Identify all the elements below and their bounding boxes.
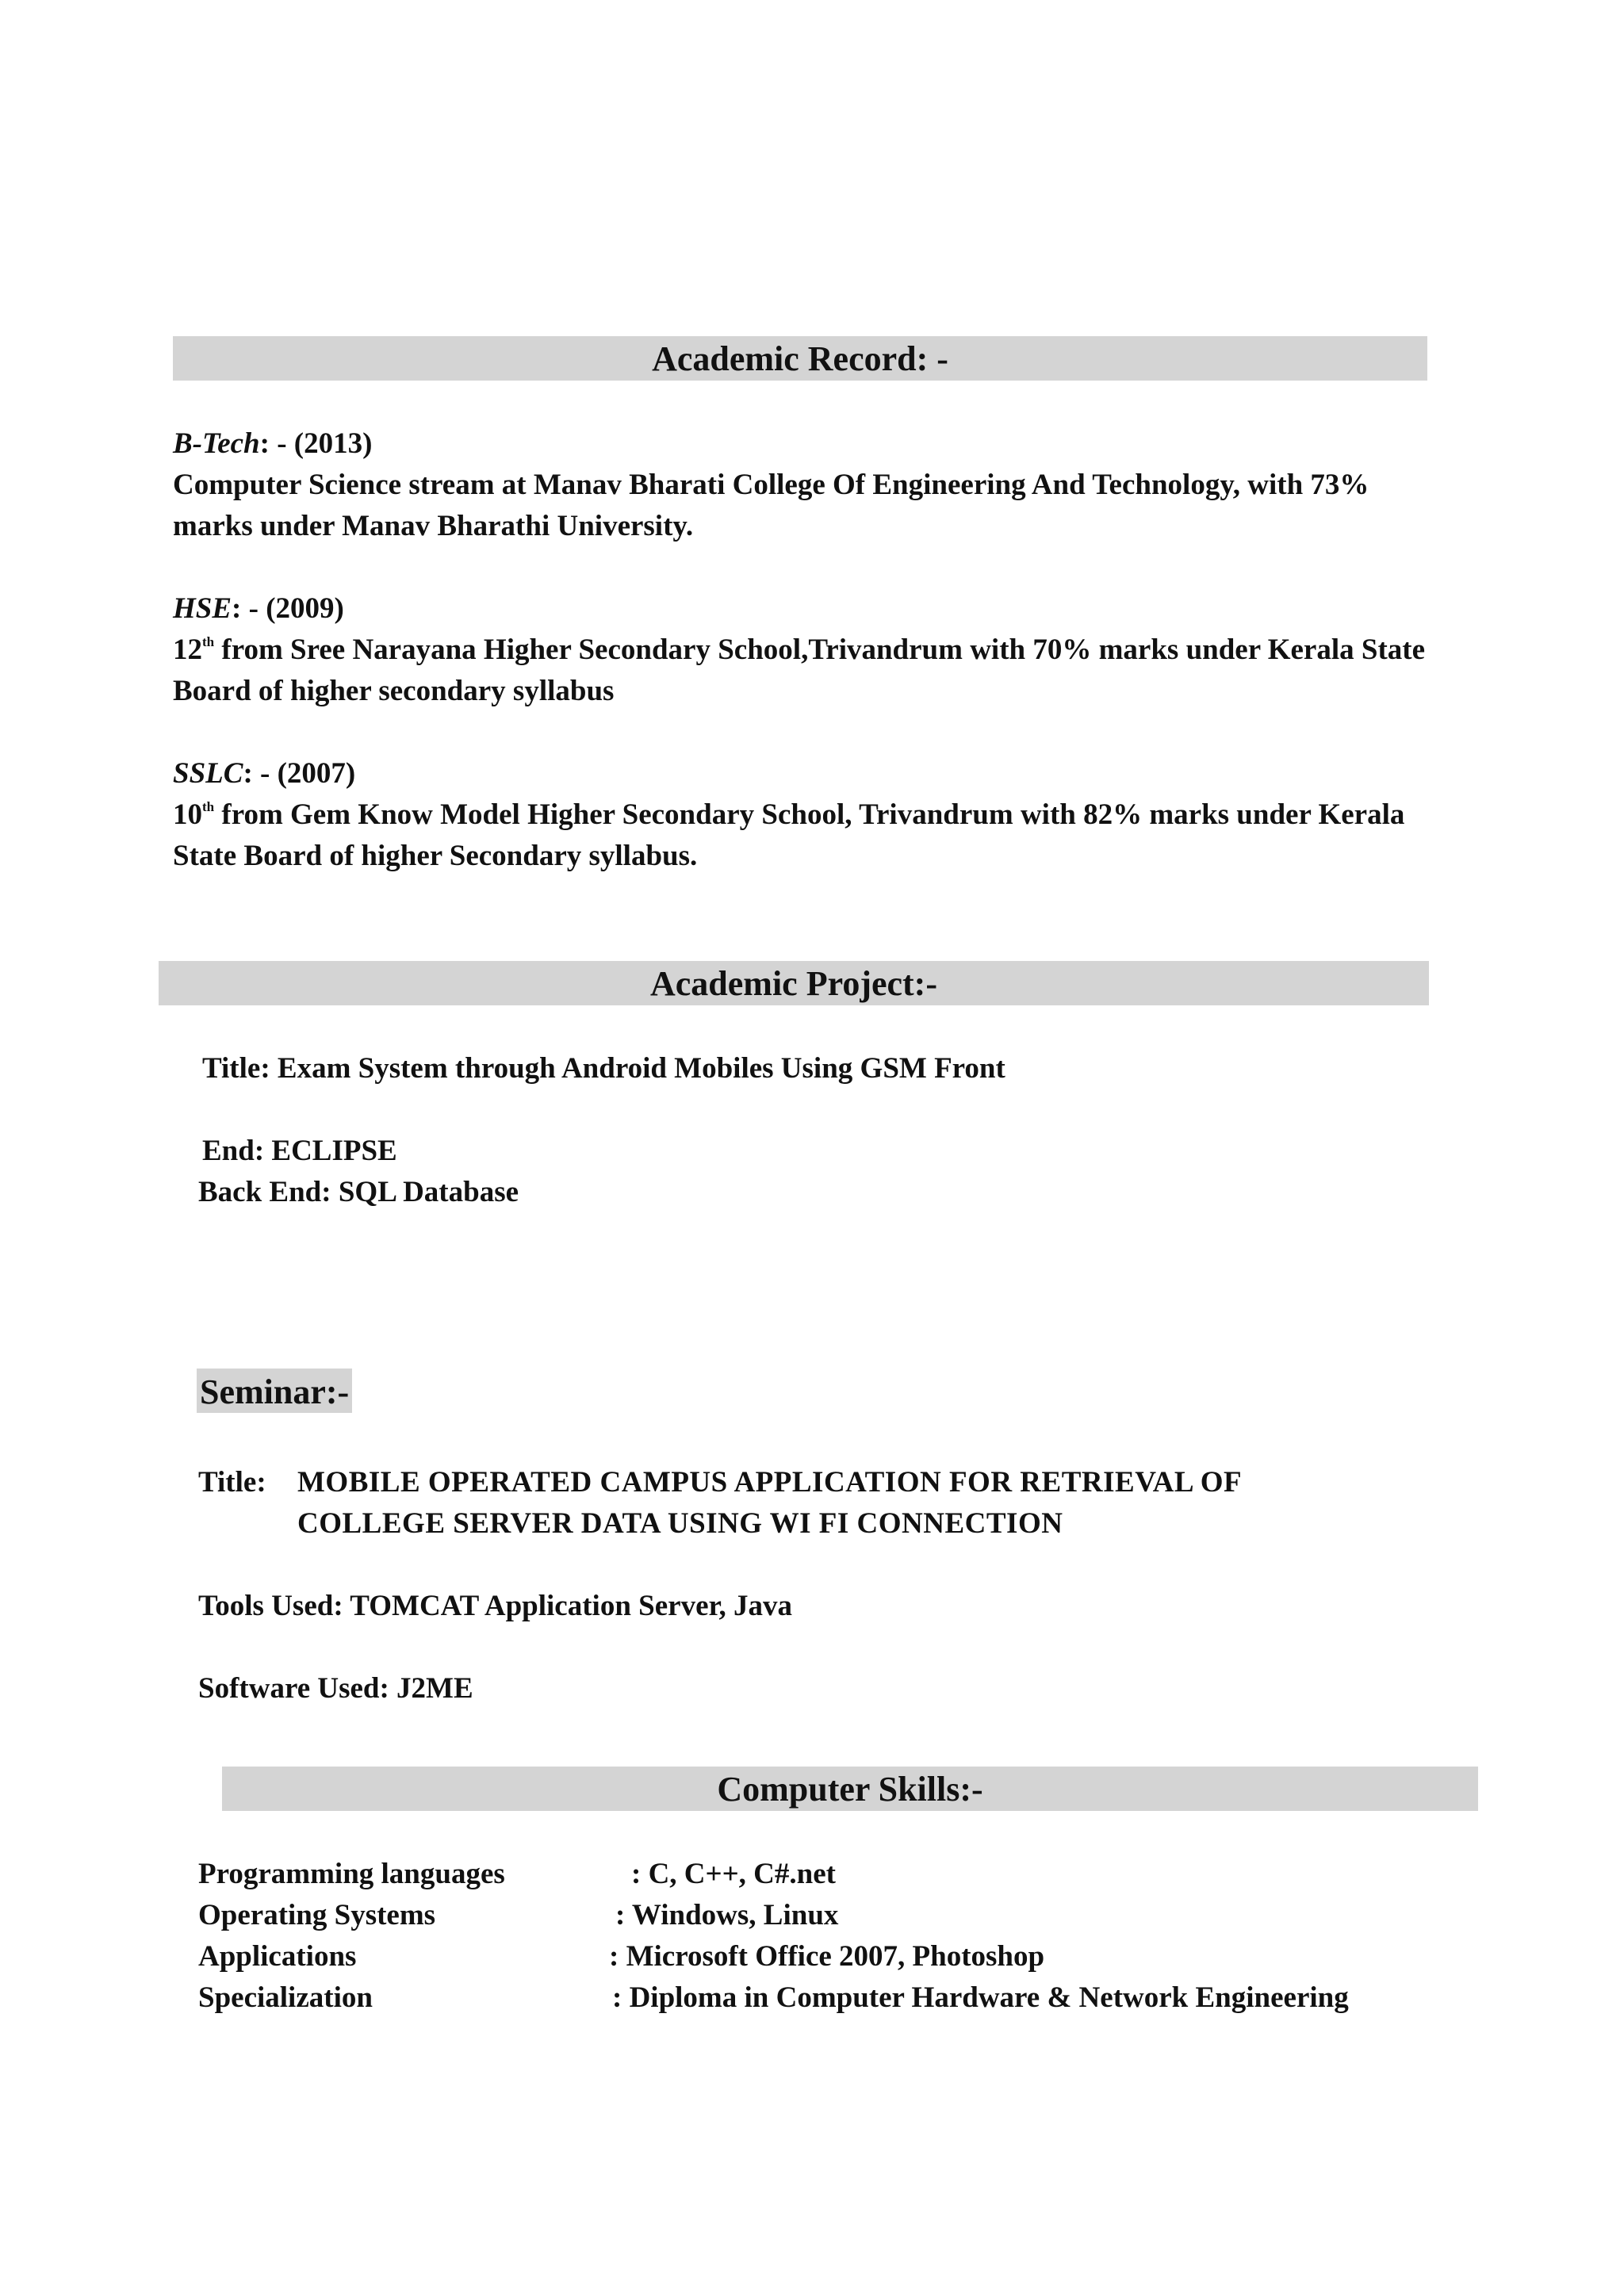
skill-value-programming: : C, C++, C#.net bbox=[631, 1858, 836, 1890]
sslc-title: SSLC bbox=[173, 757, 243, 790]
btech-line-1: Computer Science stream at Manav Bharati College Of Engineering And Technology, with 73% bbox=[173, 469, 1369, 501]
academic-record-heading: Academic Record: - bbox=[652, 339, 948, 378]
project-end: End: ECLIPSE bbox=[202, 1135, 397, 1167]
skill-label-programming: Programming languages bbox=[198, 1858, 505, 1890]
seminar-title-line-1: MOBILE OPERATED CAMPUS APPLICATION FOR RETRIEVAL OF bbox=[297, 1466, 1243, 1499]
hse-line-2: Board of higher secondary syllabus bbox=[173, 675, 615, 707]
computer-skills-heading: Computer Skills:- bbox=[717, 1770, 983, 1809]
skill-value-operating-systems: : Windows, Linux bbox=[615, 1899, 839, 1931]
seminar-tools: Tools Used: TOMCAT Application Server, Java bbox=[198, 1590, 793, 1622]
seminar-heading: Seminar:- bbox=[200, 1372, 350, 1411]
project-back-end: Back End: SQL Database bbox=[198, 1176, 519, 1208]
hse-line-1: 12th from Sree Narayana Higher Secondary School,Trivandrum with 70% marks under Kerala State bbox=[173, 634, 1426, 666]
skill-value-specialization: : Diploma in Computer Hardware & Network Engineering bbox=[612, 1981, 1349, 2014]
hse-entry bbox=[173, 588, 1521, 712]
seminar-header bbox=[197, 1369, 352, 1413]
project-title: Title: Exam System through Android Mobiles Using GSM Front bbox=[202, 1052, 1005, 1085]
seminar-software: Software Used: J2ME bbox=[198, 1672, 473, 1705]
btech-entry bbox=[173, 423, 1521, 547]
academic-project-header bbox=[159, 961, 1429, 1005]
seminar-title-line-2: COLLEGE SERVER DATA USING WI FI CONNECTION bbox=[297, 1507, 1063, 1540]
btech-year: : - (2013) bbox=[259, 427, 373, 460]
sslc-entry bbox=[173, 753, 1521, 877]
hse-year: : - (2009) bbox=[232, 592, 344, 625]
btech-title: B-Tech bbox=[173, 427, 260, 460]
hse-title: HSE bbox=[173, 592, 232, 625]
academic-project-heading: Academic Project:- bbox=[650, 964, 937, 1003]
skill-value-applications: : Microsoft Office 2007, Photoshop bbox=[609, 1940, 1045, 1973]
sslc-line-2: State Board of higher Secondary syllabus. bbox=[173, 840, 698, 872]
academic-record-header bbox=[173, 336, 1427, 381]
skill-label-specialization: Specialization bbox=[198, 1981, 373, 2014]
seminar-title-label: Title: bbox=[198, 1466, 266, 1499]
sslc-year: : - (2007) bbox=[243, 757, 356, 790]
skill-label-applications: Applications bbox=[198, 1940, 357, 1973]
skill-label-operating-systems: Operating Systems bbox=[198, 1899, 436, 1931]
btech-line-2: marks under Manav Bharathi University. bbox=[173, 510, 694, 542]
sslc-line-1: 10th from Gem Know Model Higher Secondary School, Trivandrum with 82% marks under Kerala bbox=[173, 798, 1405, 831]
computer-skills-header bbox=[222, 1767, 1478, 1811]
